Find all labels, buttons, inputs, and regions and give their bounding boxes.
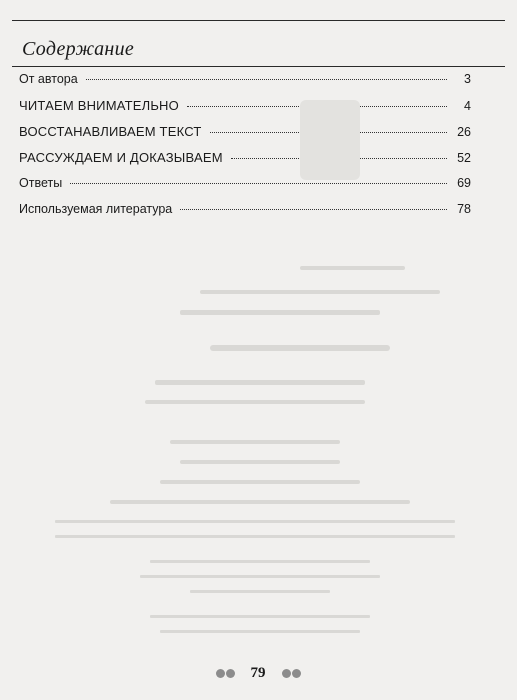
dot-leader [180, 209, 447, 210]
toc-entry-label: От автора [19, 72, 78, 86]
page-footer [0, 664, 517, 684]
page-number: 79 [250, 665, 266, 681]
toc-entry[interactable] [19, 72, 471, 98]
toc-entry[interactable] [19, 98, 471, 124]
dot-leader [231, 158, 447, 159]
toc-entry-page: 3 [464, 72, 471, 86]
toc-entry[interactable] [19, 124, 471, 150]
toc-entry-label: ВОССТАНАВЛИВАЕМ ТЕКСТ [19, 124, 202, 139]
footer-dot [216, 669, 225, 678]
toc-entry[interactable] [19, 176, 471, 202]
toc-entry[interactable] [19, 202, 471, 228]
dot-leader [70, 183, 447, 184]
toc-entry-label: РАССУЖДАЕМ И ДОКАЗЫВАЕМ [19, 150, 223, 165]
table-of-contents [19, 72, 471, 228]
footer-dot [292, 669, 301, 678]
footer-dot [282, 669, 291, 678]
toc-heading: Содержание [22, 38, 135, 60]
dot-leader [210, 132, 448, 133]
header-rule [12, 20, 505, 21]
toc-entry-page: 4 [464, 99, 471, 113]
toc-entry-label: Используемая литература [19, 202, 173, 216]
dot-leader [187, 106, 447, 107]
title-rule [12, 66, 505, 67]
toc-entry-page: 78 [457, 202, 471, 216]
toc-entry-label: ЧИТАЕМ ВНИМАТЕЛЬНО [19, 98, 179, 113]
footer-dot [226, 669, 235, 678]
toc-entry-page: 52 [457, 151, 471, 165]
toc-entry-page: 69 [457, 176, 471, 190]
dot-leader [86, 79, 447, 80]
toc-entry-page: 26 [457, 125, 471, 139]
toc-entry-label: Ответы [19, 176, 63, 190]
toc-entry[interactable] [19, 150, 471, 176]
